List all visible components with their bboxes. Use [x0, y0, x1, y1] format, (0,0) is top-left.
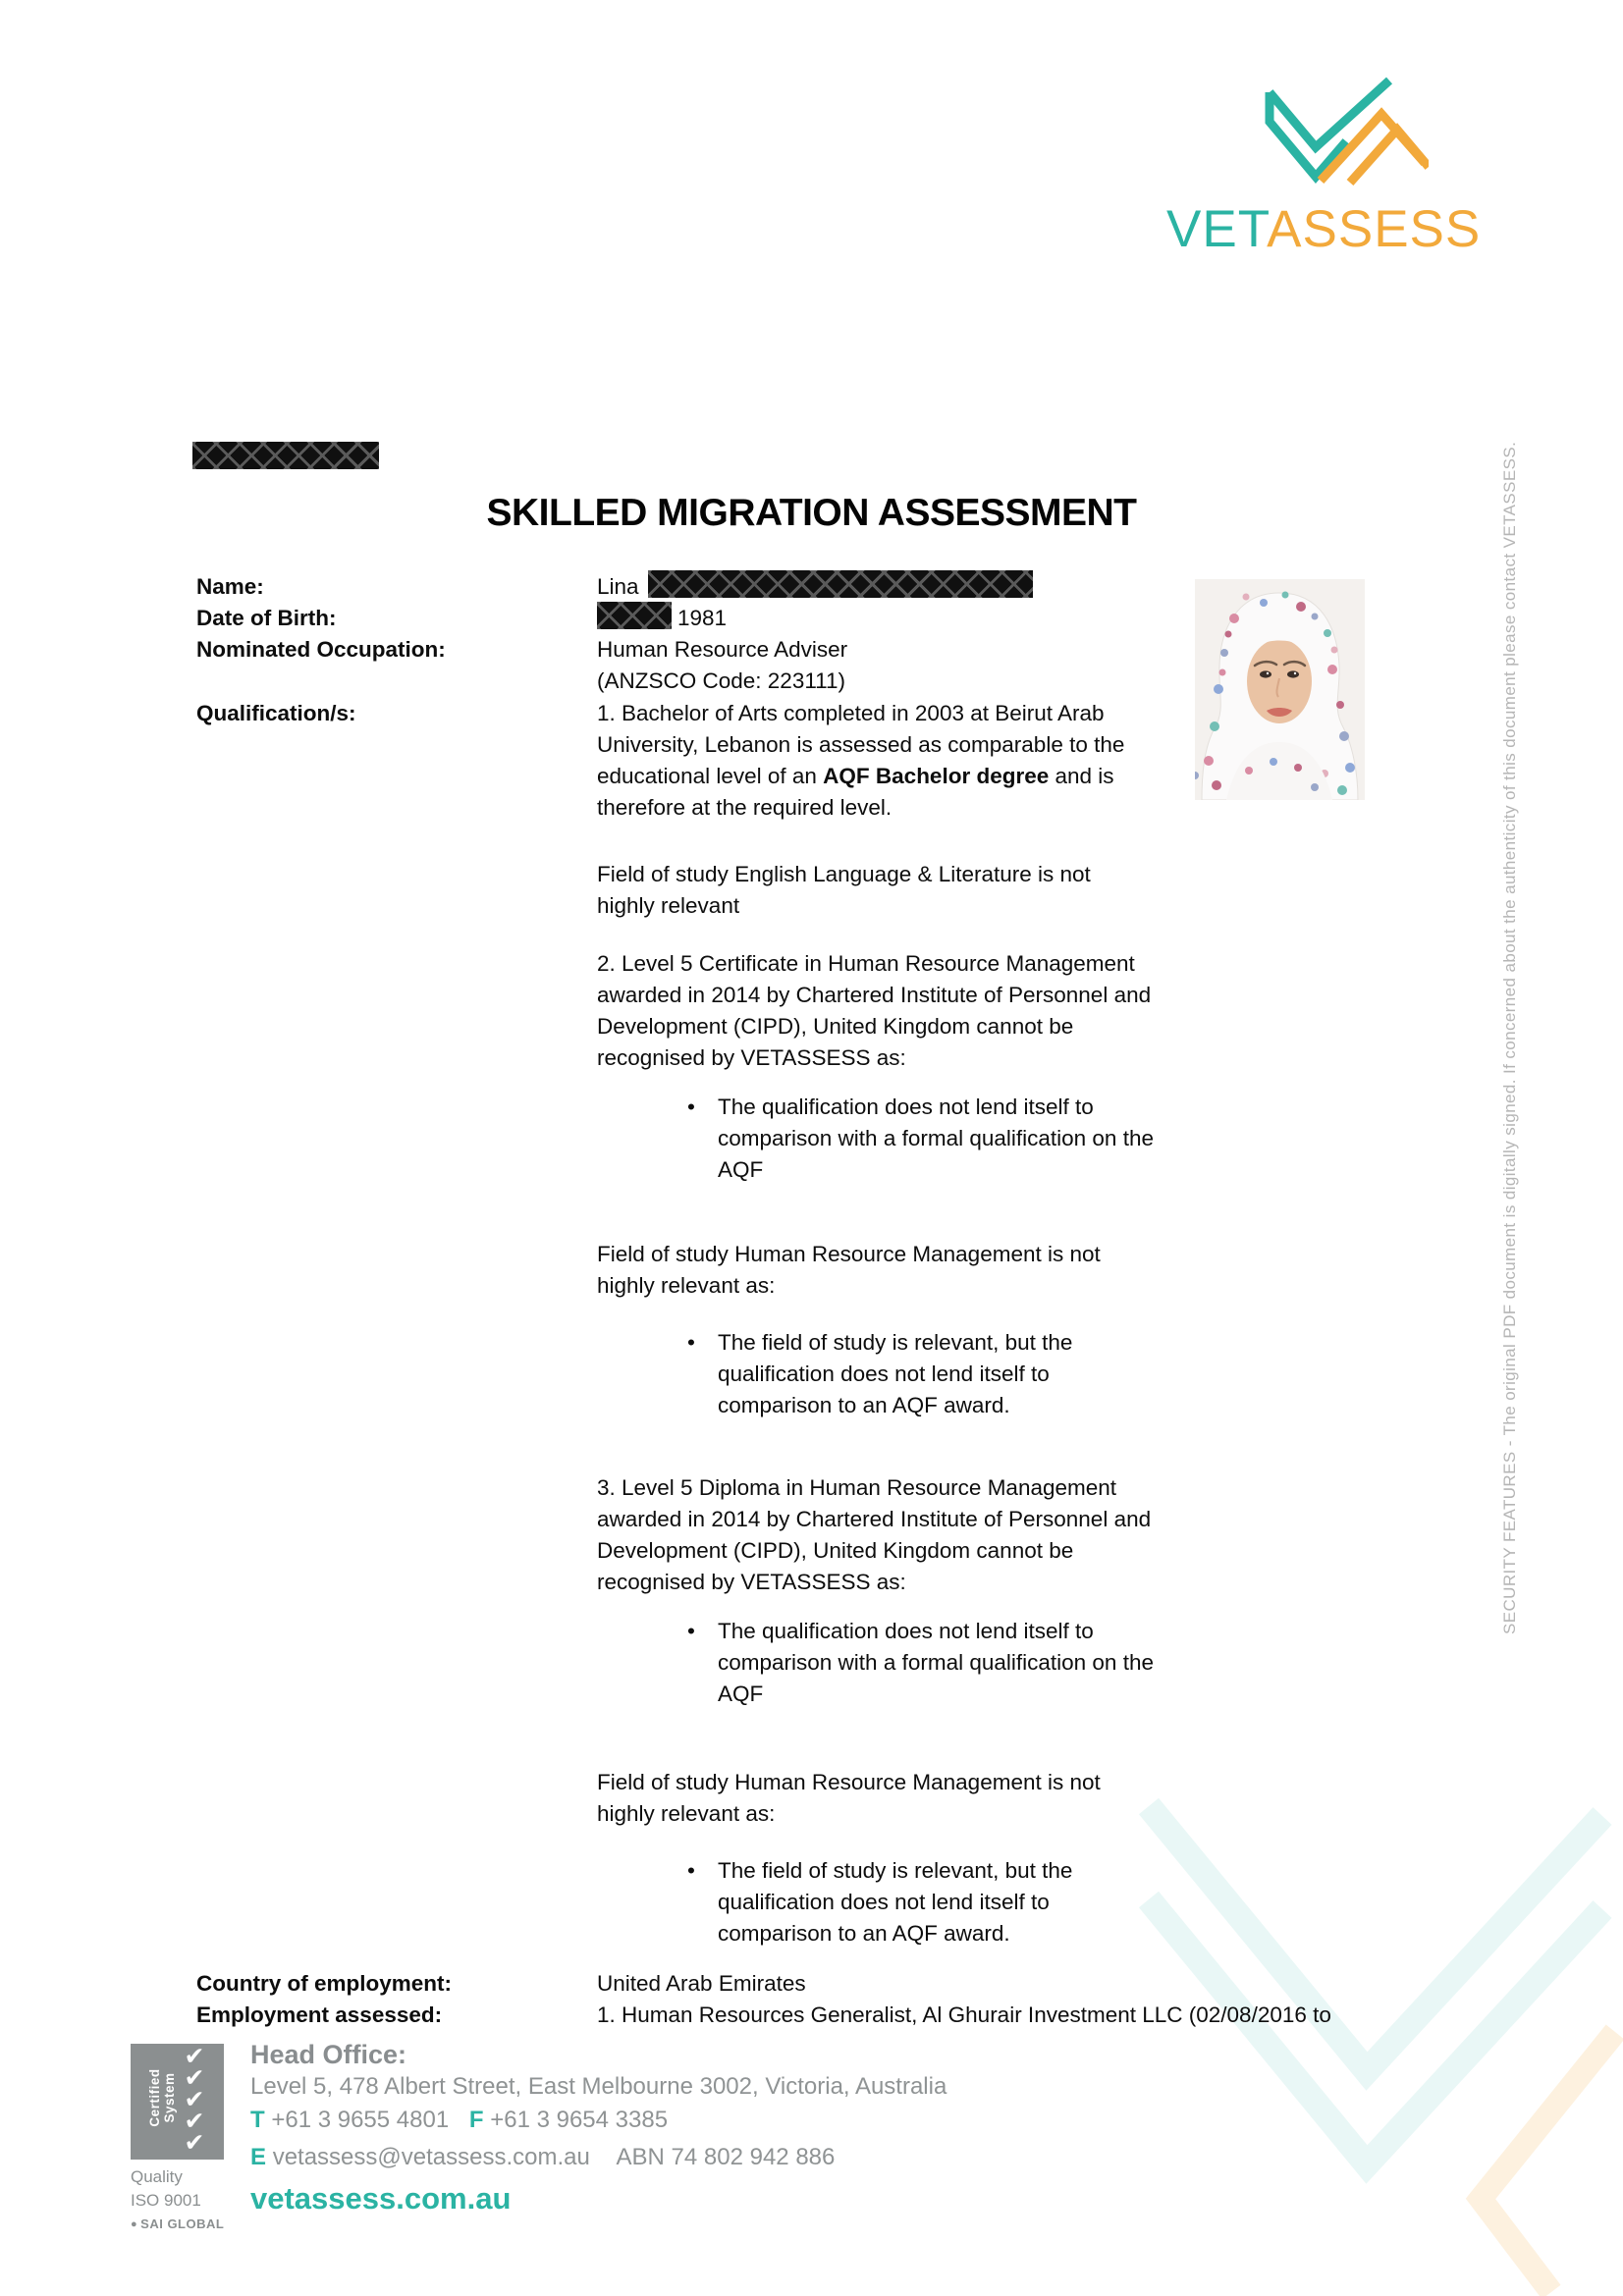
text-line: awarded in 2014 by Chartered Institute of Personnel and [597, 983, 1152, 1007]
text-line: Development (CIPD), United Kingdom cannot be [597, 1538, 1074, 1563]
text-line: The qualification does not lend itself to [718, 1095, 1094, 1119]
check-icon: ✔ [184, 2128, 205, 2157]
text-line: The field of study is relevant, but the [718, 1858, 1073, 1883]
paragraph-field-study-english [597, 859, 1091, 922]
occupation-value [597, 634, 847, 697]
text-line: Development (CIPD), United Kingdom cannot be [597, 1014, 1074, 1039]
qualification-line-3 [597, 761, 1124, 792]
email-address: vetassess@vetassess.com.au [272, 2144, 590, 2170]
redacted-dob-box [597, 602, 672, 629]
certification-checkmarks-icon [171, 2042, 218, 2157]
text-line: qualification does not lend itself to [718, 1362, 1050, 1386]
check-icon: ✔ [184, 2042, 205, 2070]
qualification-item-1 [597, 698, 1124, 824]
text-line: qualification does not lend itself to [718, 1890, 1050, 1914]
qualification-line-4: therefore at the required level. [597, 795, 893, 820]
text-line: Human Resource Adviser [597, 637, 848, 662]
check-icon: ✔ [184, 2107, 205, 2135]
head-office-label: Head Office: [250, 2040, 407, 2069]
fax-f-icon: F [468, 2107, 484, 2133]
bullet-icon: • [687, 1330, 695, 1355]
text-line: The qualification does not lend itself to [718, 1619, 1094, 1643]
logo-text-vet: VET [1166, 200, 1268, 258]
text-line: 1. Bachelor of Arts completed in 2003 at Beirut Arab [597, 701, 1105, 725]
certified-system-label: Certified System [147, 2068, 177, 2127]
phone-t-icon: T [250, 2107, 265, 2133]
qualification-lines [597, 698, 1124, 761]
qual-line3-pre: educational level of an [597, 764, 824, 788]
text-line: highly relevant [597, 893, 740, 918]
paragraph-diploma [597, 1472, 1151, 1598]
page-title: SKILLED MIGRATION ASSESSMENT [486, 492, 1137, 534]
email-e-icon: E [250, 2144, 267, 2170]
redacted-name-box [648, 570, 1033, 598]
sai-global-dot-icon: ● [131, 2218, 138, 2230]
phone-t-number: +61 3 9655 4801 [271, 2107, 450, 2133]
text-line: 3. Level 5 Diploma in Human Resource Management [597, 1475, 1117, 1500]
country-label: Country of employment: [196, 1971, 453, 1996]
dob-label: Date of Birth: [196, 606, 337, 630]
text-line: (ANZSCO Code: 223111) [597, 668, 846, 693]
text-line: recognised by VETASSESS as: [597, 1570, 906, 1594]
text-line: highly relevant as: [597, 1273, 776, 1298]
bullet-field-relevant-text-2 [718, 1855, 1072, 1949]
employment-label: Employment assessed: [196, 2002, 443, 2027]
logo-text-assess: ASSESS [1267, 200, 1482, 258]
country-value: United Arab Emirates [597, 1971, 806, 1996]
head-office-address: Level 5, 478 Albert Street, East Melbourne 3002, Victoria, Australia [250, 2073, 947, 2100]
text-line: AQF [718, 1682, 764, 1706]
email-line [250, 2144, 835, 2171]
paragraph-field-study-hrm-1 [597, 1239, 1101, 1302]
text-line: awarded in 2014 by Chartered Institute of Personnel and [597, 1507, 1152, 1531]
text-line: recognised by VETASSESS as: [597, 1045, 906, 1070]
quality-label: Quality [131, 2167, 183, 2186]
qual-line3-post: and is [1049, 764, 1114, 788]
vetassess-logo-wordmark [1166, 199, 1481, 259]
sai-global-text: SAI GLOBAL [140, 2216, 225, 2231]
text-line: Field of study English Language & Literature is not [597, 862, 1091, 886]
bullet-icon: • [687, 1095, 695, 1119]
qual-line3-bold: AQF Bachelor degree [823, 764, 1050, 788]
iso-9001-label: ISO 9001 [131, 2191, 201, 2210]
bullet-field-relevant-text-1 [718, 1327, 1072, 1421]
name-label: Name: [196, 574, 264, 599]
sai-global-label [131, 2216, 224, 2231]
check-icon: ✔ [184, 2085, 205, 2113]
text-line: highly relevant as: [597, 1801, 776, 1826]
text-line: University, Lebanon is assessed as comparable to the [597, 732, 1125, 757]
applicant-photo [1195, 579, 1365, 800]
name-value: Lina [597, 574, 639, 599]
bullet-qualification-text-2 [718, 1616, 1154, 1710]
bullet-icon: • [687, 1619, 695, 1643]
fax-number: +61 3 9654 3385 [490, 2107, 669, 2133]
occupation-label: Nominated Occupation: [196, 637, 446, 662]
text-line: Field of study Human Resource Management is not [597, 1770, 1101, 1794]
paragraph-certificate [597, 948, 1151, 1074]
text-line: Field of study Human Resource Management is not [597, 1242, 1101, 1266]
text-line: comparison with a formal qualification on the [718, 1126, 1154, 1150]
bullet-qualification-text [718, 1092, 1154, 1186]
redacted-reference-box [192, 442, 379, 469]
bullet-icon: • [687, 1858, 695, 1883]
text-line: AQF [718, 1157, 764, 1182]
dob-value: 1981 [677, 606, 728, 630]
qualification-label: Qualification/s: [196, 701, 356, 725]
website-link[interactable]: vetassess.com.au [250, 2181, 512, 2216]
check-icon: ✔ [184, 2063, 205, 2092]
abn-number: ABN 74 802 942 886 [616, 2144, 836, 2170]
text-line: comparison with a formal qualification on the [718, 1650, 1154, 1675]
security-features-sidetext: SECURITY FEATURES - The original PDF document is digitally signed. If concerned about the authenticity of this document please contact VETASSESS. [1500, 441, 1519, 1634]
employment-value: 1. Human Resources Generalist, Al Ghurair Investment LLC (02/08/2016 to [597, 2002, 1331, 2027]
paragraph-field-study-hrm-2 [597, 1767, 1101, 1830]
vetassess-logo-mark-icon [1262, 71, 1429, 196]
text-line: comparison to an AQF award. [718, 1921, 1010, 1946]
iso-certification-badge [131, 2044, 224, 2160]
text-line: The field of study is relevant, but the [718, 1330, 1073, 1355]
phone-line [250, 2107, 668, 2134]
text-line: 2. Level 5 Certificate in Human Resource Management [597, 951, 1135, 976]
text-line: comparison to an AQF award. [718, 1393, 1010, 1417]
